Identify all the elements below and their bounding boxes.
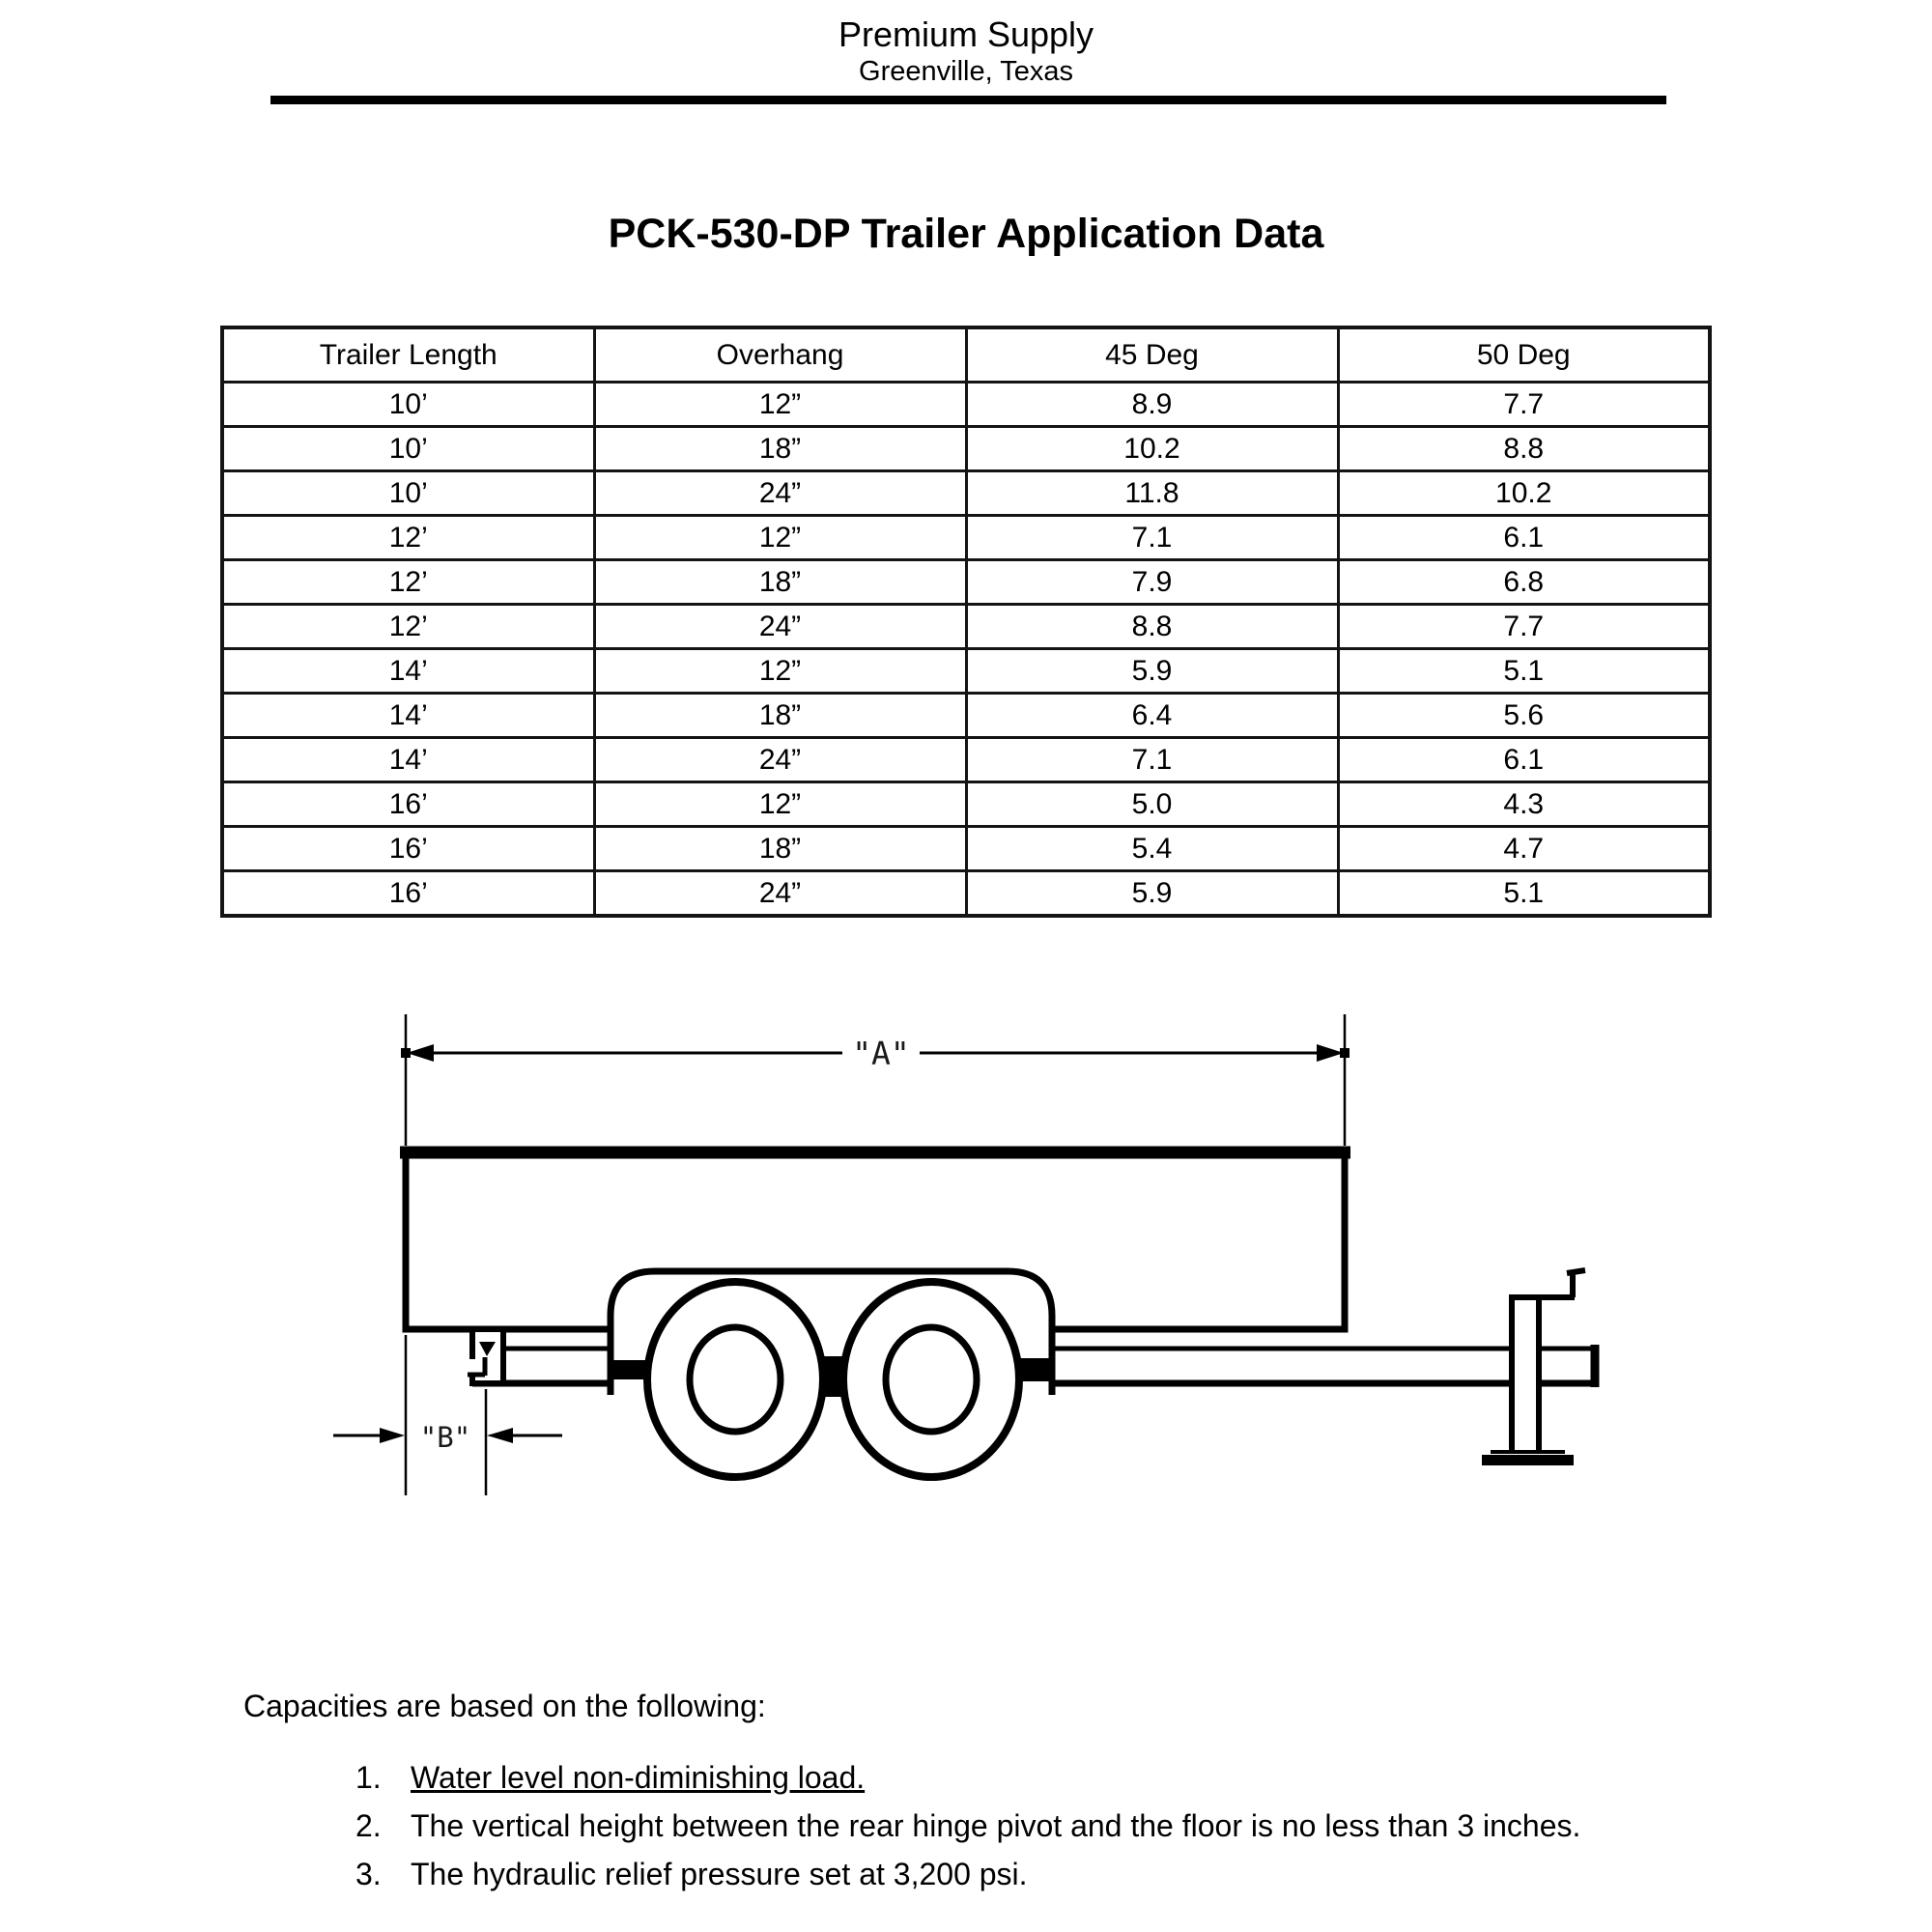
table-cell: 18” <box>594 427 966 471</box>
table-cell: 16’ <box>222 782 594 827</box>
table-cell: 6.1 <box>1338 738 1710 782</box>
dim-a-tick-left <box>401 1048 411 1058</box>
jack-post <box>1512 1296 1539 1453</box>
table-cell: 18” <box>594 560 966 605</box>
note-item-2 <box>355 1808 1785 1844</box>
dim-b-label: "B" <box>419 1421 471 1454</box>
table-cell: 18” <box>594 694 966 738</box>
table-cell: 5.1 <box>1338 871 1710 917</box>
table-cell: 4.3 <box>1338 782 1710 827</box>
table-cell: 5.1 <box>1338 649 1710 694</box>
note-text: The hydraulic relief pressure set at 3,200 psi. <box>411 1857 1028 1891</box>
table-cell: 8.8 <box>1338 427 1710 471</box>
table-cell: 5.9 <box>966 871 1338 917</box>
table-cell: 16’ <box>222 871 594 917</box>
table-cell: 16’ <box>222 827 594 871</box>
table-row <box>222 871 1710 917</box>
dim-a-tick-right <box>1340 1048 1350 1058</box>
table-cell: 14’ <box>222 694 594 738</box>
table-cell: 10’ <box>222 471 594 516</box>
trailer-diagram <box>0 966 1932 1565</box>
table-cell: 5.0 <box>966 782 1338 827</box>
table-cell: 7.1 <box>966 516 1338 560</box>
column-header-50deg: 50 Deg <box>1338 327 1710 383</box>
table-row <box>222 738 1710 782</box>
table-cell: 5.4 <box>966 827 1338 871</box>
table-cell: 6.8 <box>1338 560 1710 605</box>
note-number: 1. <box>355 1760 382 1795</box>
column-header-overhang: Overhang <box>594 327 966 383</box>
table-cell: 12” <box>594 516 966 560</box>
table-row <box>222 471 1710 516</box>
table-cell: 12’ <box>222 516 594 560</box>
table-row <box>222 827 1710 871</box>
axle-block-right <box>1020 1358 1051 1381</box>
table-cell: 8.9 <box>966 383 1338 427</box>
jack-handle-tip <box>1567 1270 1585 1273</box>
table-cell: 12” <box>594 383 966 427</box>
table-cell: 4.7 <box>1338 827 1710 871</box>
note-item-3 <box>355 1857 1785 1892</box>
table-row <box>222 560 1710 605</box>
table-cell: 12” <box>594 782 966 827</box>
dim-b-arrowhead-right <box>487 1428 513 1443</box>
table-cell: 12’ <box>222 560 594 605</box>
table-cell: 11.8 <box>966 471 1338 516</box>
table-row <box>222 782 1710 827</box>
note-text: The vertical height between the rear hinge pivot and the floor is no less than 3 inches. <box>411 1808 1581 1843</box>
jack-foot-plate <box>1482 1455 1574 1465</box>
dim-a-label: "A" <box>852 1035 910 1072</box>
table-cell: 6.4 <box>966 694 1338 738</box>
wheel-rim-rear <box>886 1327 977 1432</box>
table-cell: 24” <box>594 471 966 516</box>
column-header-45deg: 45 Deg <box>966 327 1338 383</box>
table-row <box>222 427 1710 471</box>
table-row <box>222 516 1710 560</box>
table-cell: 14’ <box>222 738 594 782</box>
table-cell: 10.2 <box>966 427 1338 471</box>
table-row <box>222 383 1710 427</box>
table-cell: 5.6 <box>1338 694 1710 738</box>
company-location: Greenville, Texas <box>859 56 1073 87</box>
wheel-rim-front <box>690 1327 781 1432</box>
table-cell: 18” <box>594 827 966 871</box>
table-cell: 7.9 <box>966 560 1338 605</box>
table-cell: 10’ <box>222 427 594 471</box>
table-cell: 24” <box>594 871 966 917</box>
table-cell: 7.1 <box>966 738 1338 782</box>
table-cell: 7.7 <box>1338 383 1710 427</box>
axle-block-left <box>612 1360 645 1379</box>
header-rule <box>270 96 1666 104</box>
table-row <box>222 605 1710 649</box>
table-cell: 12’ <box>222 605 594 649</box>
note-item-1 <box>355 1760 1785 1796</box>
hinge-notch <box>467 1359 485 1374</box>
notes-intro: Capacities are based on the following: <box>243 1689 766 1723</box>
dim-b-arrowhead-left <box>380 1428 405 1443</box>
dim-a-arrowhead-right <box>1317 1044 1344 1062</box>
table-row <box>222 694 1710 738</box>
application-data-table <box>220 326 1712 918</box>
table-cell: 24” <box>594 738 966 782</box>
table-cell: 24” <box>594 605 966 649</box>
table-cell: 5.9 <box>966 649 1338 694</box>
table-header-row <box>222 327 1710 383</box>
table-cell: 10’ <box>222 383 594 427</box>
note-number: 3. <box>355 1857 382 1891</box>
note-text: Water level non-diminishing load. <box>411 1760 866 1795</box>
page-title: PCK-530-DP Trailer Application Data <box>608 211 1324 257</box>
notes-list <box>355 1760 1785 1905</box>
table-cell: 14’ <box>222 649 594 694</box>
company-name: Premium Supply <box>838 14 1094 54</box>
column-header-trailer-length: Trailer Length <box>222 327 594 383</box>
table-cell: 7.7 <box>1338 605 1710 649</box>
table-cell: 10.2 <box>1338 471 1710 516</box>
table-cell: 6.1 <box>1338 516 1710 560</box>
note-number: 2. <box>355 1808 382 1843</box>
table-cell: 12” <box>594 649 966 694</box>
table-row <box>222 649 1710 694</box>
dim-a-arrowhead-left <box>407 1044 434 1062</box>
table-cell: 8.8 <box>966 605 1338 649</box>
